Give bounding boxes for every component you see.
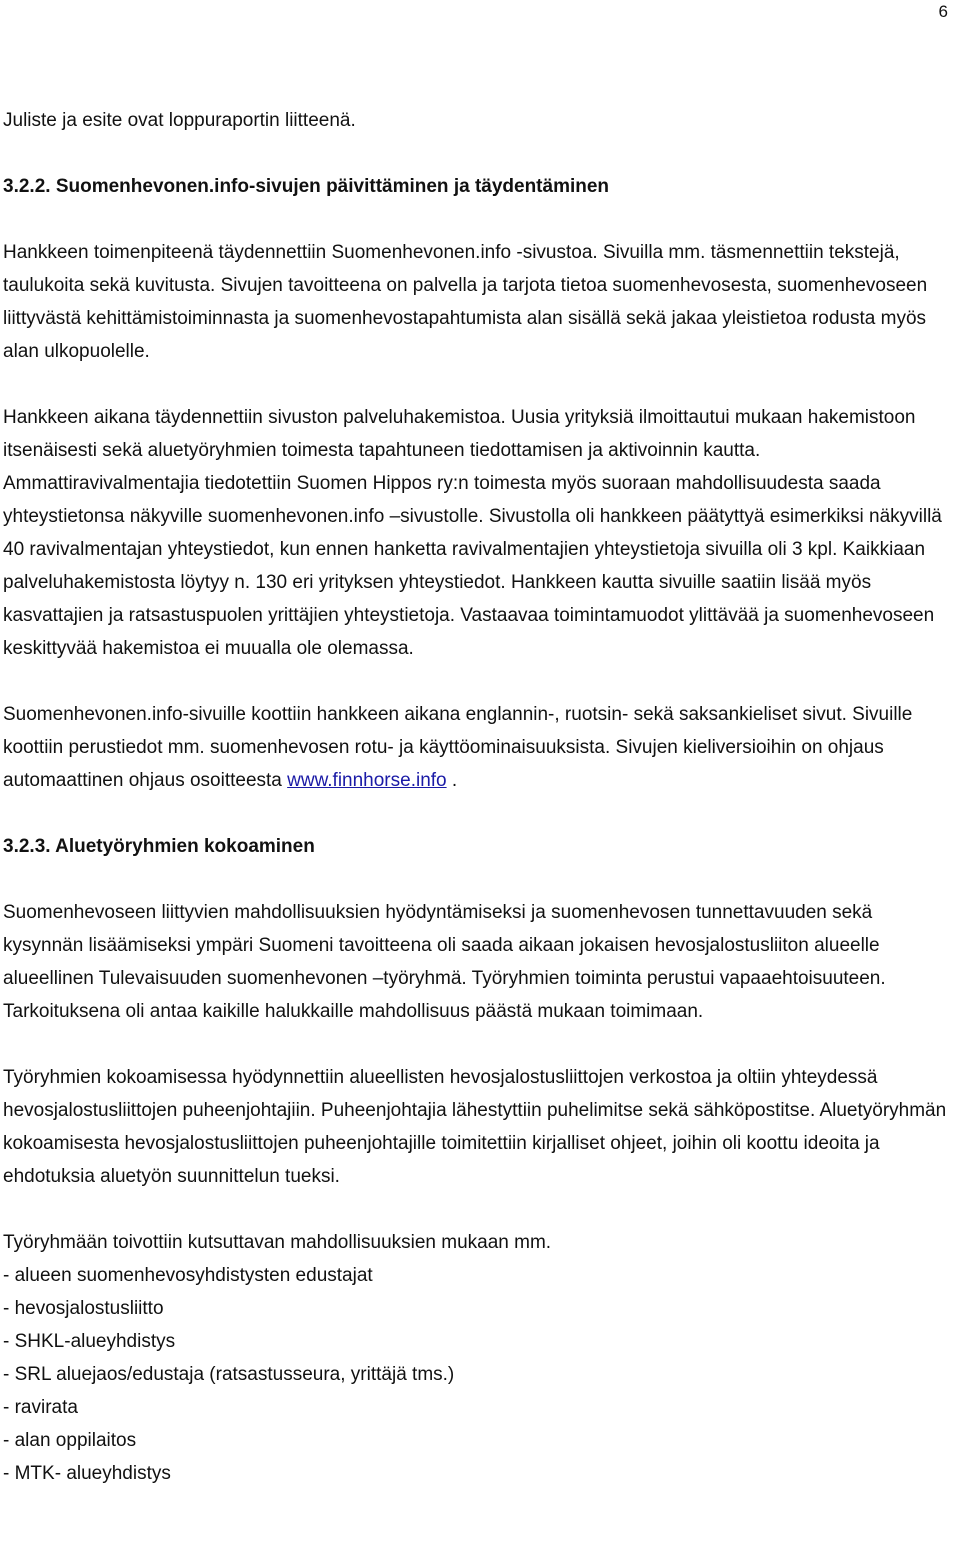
list-item: - MTK- alueyhdistys [3,1463,171,1484]
document-body [3,104,955,1490]
list-item: - SRL aluejaos/edustaja (ratsastusseura, yrittäjä tms.) [3,1364,455,1385]
languages-text: Suomenhevonen.info-sivuille koottiin hankkeen aikana englannin-, ruotsin- sekä saksankieliset sivut. Sivuille koottiin perustiedot mm. suomenhevosen rotu- ja käyttöominaisuuksista. Sivujen kieliversioihin on ohjaus automaattinen ohjaus osoitteesta [3,704,913,791]
list-item: - alueen suomenhevosyhdistysten edustajat [3,1265,373,1286]
finnhorse-link[interactable]: www.finnhorse.info [287,770,447,791]
appendix-paragraph: Juliste ja esite ovat loppuraportin liitteenä. [3,110,356,131]
page-number: 6 [938,2,948,21]
list-item: - hevosjalostusliitto [3,1298,164,1319]
website-paragraph: Hankkeen toimenpiteenä täydennettiin Suomenhevonen.info -sivustoa. Sivuilla mm. täsmennettiin tekstejä, taulukoita sekä kuvitusta. Sivujen tavoitteena on palvella ja tarjota tietoa suomenhevosesta, suomenhevoseen liittyvästä kehittämistoiminnasta ja suomenhevostapahtumista alan sisällä sekä jakaa yleistietoa rodusta myös alan ulkopuolelle. [3,242,928,362]
list-item: - SHKL-alueyhdistys [3,1331,176,1352]
section-heading-3-2-2: 3.2.2. Suomenhevonen.info-sivujen päivittäminen ja täydentäminen [3,176,610,197]
list-item: - ravirata [3,1397,78,1418]
directory-paragraph: Hankkeen aikana täydennettiin sivuston palveluhakemistoa. Uusia yrityksiä ilmoittautui mukaan hakemistoon itsenäisesti sekä aluetyöryhmien toimesta tapahtuneen tiedottamisen ja aktivoinnin kautta. Ammattiravivalmentajia tiedotettiin Suomen Hippos ry:n toimesta myös suoraan mahdollisuudesta saada yhteystietonsa näkyville suomenhevonen.info –sivustolle. Sivustolla oli hankkeen päätyttyä esimerkiksi näkyvillä 40 ravivalmentajan yhteystiedot, kun ennen hanketta ravivalmentajien yhteystietoja sivuilla oli 3 kpl. Kaikkiaan palveluhakemistosta löytyy n. 130 eri yrityksen yhteystiedot. Hankkeen kautta sivuille saatiin lisää myös kasvattajien ja ratsastuspuolen yrittäjien yhteystietoja. Vastaavaa toimintamuodot ylittävää ja suomenhevoseen keskittyvää hakemistoa ei muualla ole olemassa. [3,407,942,659]
languages-text-end: . [446,770,458,791]
invite-intro: Työryhmään toivottiin kutsuttavan mahdollisuuksien mukaan mm. [3,1232,552,1253]
network-paragraph: Työryhmien kokoamisessa hyödynnettiin alueellisten hevosjalostusliittojen verkostoa ja oltiin yhteydessä hevosjalostusliittojen puheenjohtajiin. Puheenjohtajia lähestyttiin puhelimitse sekä sähköpostitse. Aluetyöryhmän kokoamisesta hevosjalostusliittojen puheenjohtajille toimitettiin kirjalliset ohjeet, joihin oli koottu ideoita ja ehdotuksia aluetyön suunnittelun tueksi. [3,1067,947,1187]
list-item: - alan oppilaitos [3,1430,137,1451]
languages-paragraph [3,698,955,797]
invite-list [3,1259,955,1490]
section-heading-3-2-3: 3.2.3. Aluetyöryhmien kokoaminen [3,836,315,857]
goal-paragraph: Suomenhevoseen liittyvien mahdollisuuksien hyödyntämiseksi ja suomenhevosen tunnettavuuden sekä kysynnän lisäämiseksi ympäri Suomeni tavoitteena oli saada aikaan jokaisen hevosjalostusliiton alueelle alueellinen Tulevaisuuden suomenhevonen –työryhmä. Työryhmien toiminta perustui vapaaehtoisuuteen. Tarkoituksena oli antaa kaikille halukkaille mahdollisuus päästä mukaan toimimaan. [3,902,886,1022]
